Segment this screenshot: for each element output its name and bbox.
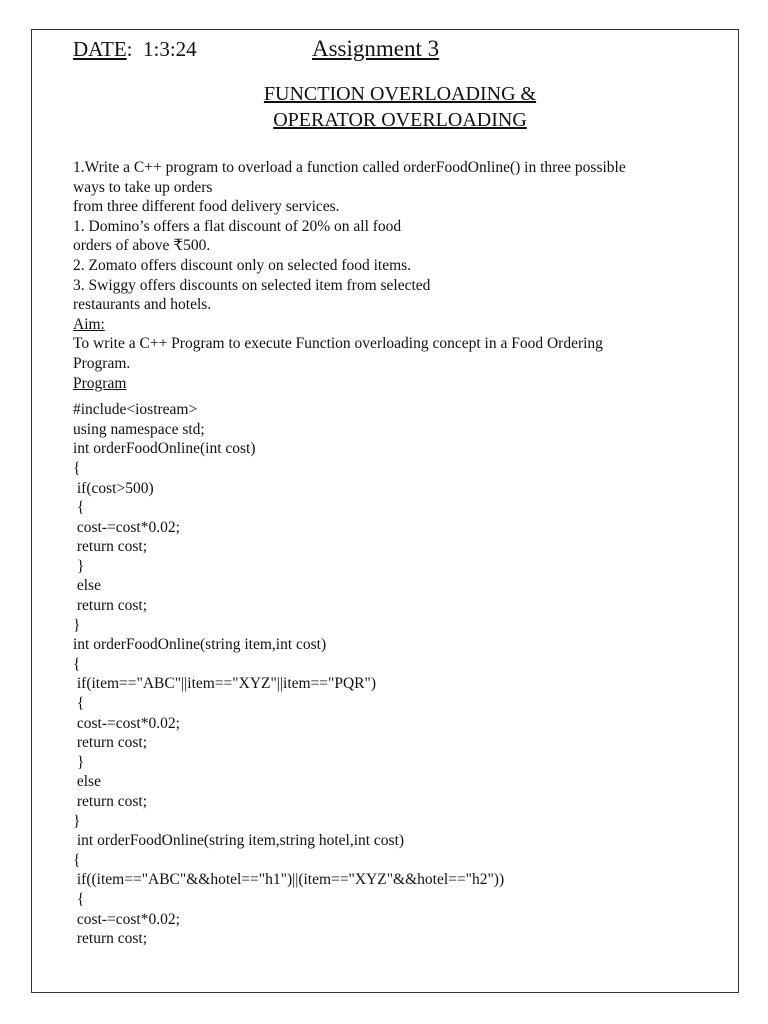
document-body — [73, 158, 626, 948]
program-label: Program — [73, 374, 127, 392]
code-line: if(item=="ABC"||item=="XYZ"||item=="PQR") — [73, 675, 377, 693]
question-line: orders of above ₹500. — [73, 237, 211, 255]
code-line: { — [73, 695, 85, 713]
code-line: { — [73, 499, 85, 517]
date-line — [73, 37, 197, 62]
code-line: else — [73, 577, 101, 595]
code-line: return cost; — [73, 538, 148, 556]
code-line: } — [73, 616, 81, 634]
code-line: cost-=cost*0.02; — [73, 910, 180, 928]
question-line: from three different food delivery services. — [73, 198, 340, 216]
date-separator: : — [126, 37, 133, 61]
code-line: return cost; — [73, 597, 148, 615]
code-line: else — [73, 773, 101, 791]
code-line: int orderFoodOnline(int cost) — [73, 440, 256, 458]
code-line: int orderFoodOnline(string item,int cost) — [73, 636, 327, 654]
code-line: int orderFoodOnline(string item,string hotel,int cost) — [73, 832, 405, 850]
question-line: 1. Domino’s offers a flat discount of 20% on all food — [73, 217, 402, 235]
code-line: return cost; — [73, 734, 148, 752]
code-line: using namespace std; — [73, 420, 205, 438]
date-value: 1:3:24 — [143, 37, 197, 61]
assignment-title: Assignment 3 — [312, 36, 440, 61]
code-line: cost-=cost*0.02; — [73, 714, 180, 732]
code-line: return cost; — [73, 793, 148, 810]
question-line: restaurants and hotels. — [73, 296, 212, 314]
code-line: { — [73, 459, 81, 477]
question-line: 1.Write a C++ program to overload a function called orderFoodOnline() in three possible — [73, 159, 626, 176]
title-line-2: OPERATOR OVERLOADING — [273, 109, 527, 131]
title-line-1: FUNCTION OVERLOADING & — [263, 83, 537, 105]
code-line: if((item=="ABC"&&hotel=="h1")||(item=="XYZ"&&hotel=="h2")) — [73, 871, 505, 889]
code-line: cost-=cost*0.02; — [73, 518, 180, 536]
code-line: { — [73, 655, 81, 673]
code-block — [73, 400, 626, 948]
question-line: 2. Zomato offers discount only on selected food items. — [73, 256, 412, 274]
question-line: 3. Swiggy offers discounts on selected item from selected — [73, 276, 431, 294]
question-line: ways to take up orders — [73, 178, 213, 196]
code-line: } — [73, 753, 85, 771]
code-line: } — [73, 557, 85, 575]
aim-label: Aim: — [73, 315, 105, 333]
aim-line: Program. — [73, 354, 131, 372]
code-line: #include<iostream> — [73, 401, 198, 419]
code-line: { — [73, 890, 85, 908]
code-line: { — [73, 851, 81, 869]
code-line: } — [73, 812, 81, 830]
date-label: DATE — [73, 37, 127, 61]
aim-line: To write a C++ Program to execute Function overloading concept in a Food Ordering — [73, 335, 603, 353]
code-line: return cost; — [73, 930, 148, 948]
code-line: if(cost>500) — [73, 479, 154, 497]
